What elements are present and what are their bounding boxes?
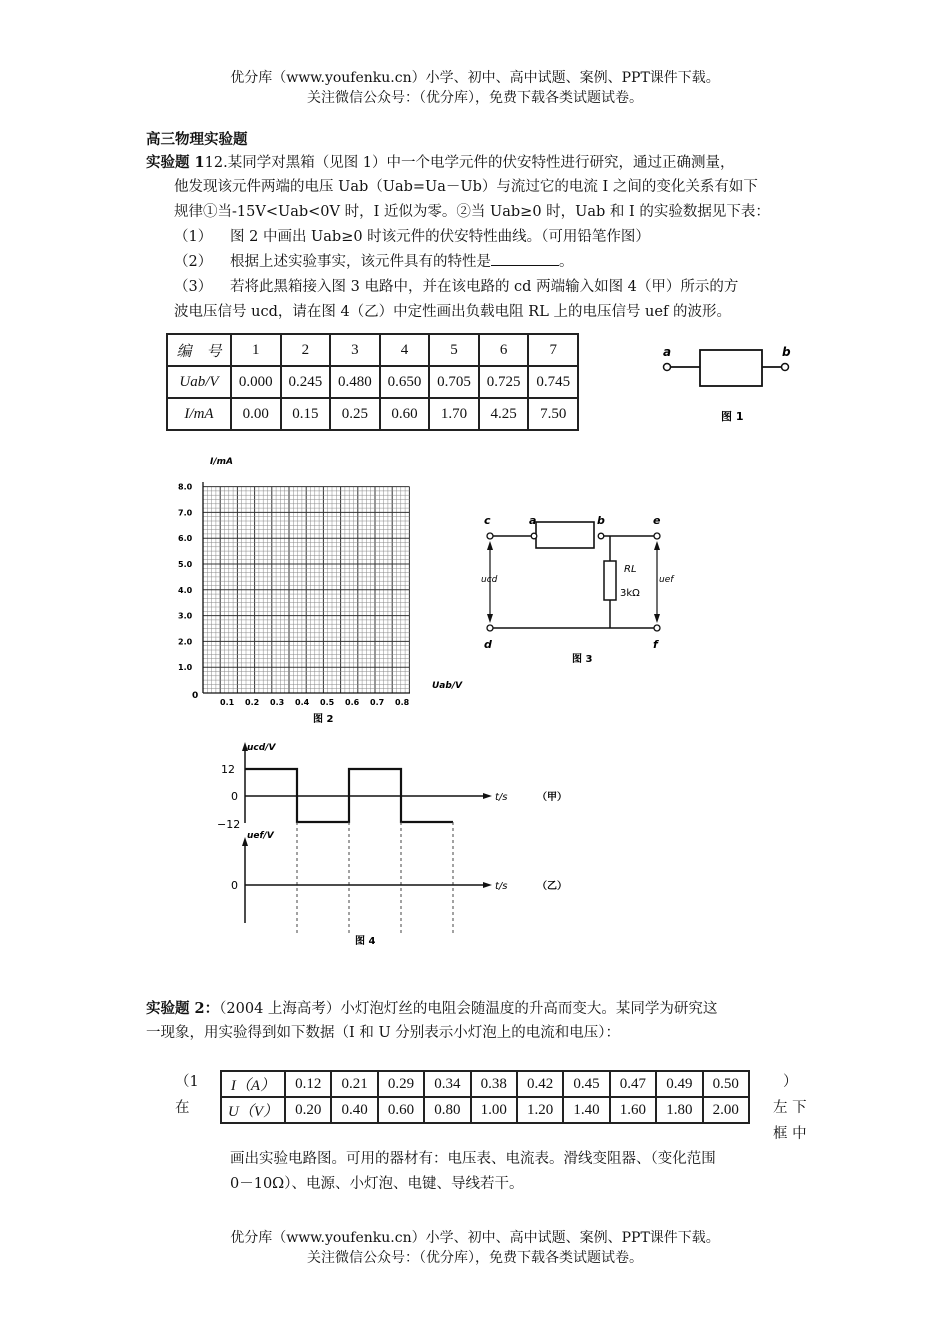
q2-table-cell: 0.60 <box>378 1097 424 1123</box>
load-resistor <box>604 561 616 600</box>
fig1-caption: 图 1 <box>721 410 744 423</box>
q2-table-cell: 1.80 <box>656 1097 702 1123</box>
figure-1 <box>655 340 805 430</box>
q1-sub2: 根据上述实验事实，该元件具有的特性是 。 <box>230 250 574 275</box>
q1-table-cell: 0.00 <box>231 398 281 430</box>
q2-table-cell: 0.29 <box>378 1071 424 1097</box>
fig2-caption: 图 2 <box>313 714 334 725</box>
q2-table-header-cell: U（V） <box>221 1097 285 1123</box>
q1-line-2: 他发现该元件两端的电压 Uab（Uab=Ua－Ub）与流过它的电流 I 之间的变化关系有如下 <box>174 179 758 195</box>
q2-right-2: 左 下 <box>773 1100 807 1116</box>
q1-label: 实验题 1 <box>146 154 205 171</box>
q2-table-cell: 0.80 <box>424 1097 470 1123</box>
q1-sub3-num: （3） <box>174 279 213 295</box>
q1-table-cell: 0.000 <box>231 366 281 398</box>
fig1-label-a: a <box>663 345 672 359</box>
terminal-a <box>664 364 671 371</box>
q1-table-header-cell: 编 号 <box>167 334 231 366</box>
header-line-2: 关注微信公众号：（优分库），免费下载各类试题试卷。 <box>307 90 643 106</box>
fig2-ytick: 2.0 <box>178 637 193 647</box>
q2-table-cell: 0.38 <box>471 1071 517 1097</box>
q2-table-cell: 1.00 <box>471 1097 517 1123</box>
fig2-xtick: 0.7 <box>370 698 385 707</box>
q2-table-cell: 2.00 <box>703 1097 749 1123</box>
q1-table-cell: 0.25 <box>330 398 380 430</box>
fig1-label-b: b <box>782 345 791 359</box>
q2-left-1: （1 <box>175 1074 199 1090</box>
fig2-xtick: 0.4 <box>295 698 310 707</box>
q1-sub3-text: 若将此黑箱接入图 3 电路中，并在该电路的 cd 两端输入如图 4（甲）所示的方 <box>230 279 739 295</box>
q2-right-1: ） <box>783 1074 798 1090</box>
q2-label: 实验题 2： <box>146 1000 220 1017</box>
q1-sub1-text: 图 2 中画出 Uab≥0 时该元件的伏安特性曲线。（可用铅笔作图） <box>230 229 650 245</box>
q2-data-table <box>220 1070 750 1124</box>
svg-text:−12: −12 <box>217 818 241 831</box>
svg-text:c: c <box>484 514 491 527</box>
q1-sub3-line2: 波电压信号 ucd，请在图 4（乙）中定性画出负载电阻 RL 上的电压信号 uef 的波形。 <box>174 304 731 320</box>
q2-table-row <box>221 1071 749 1097</box>
q2-table-header-cell: I（A） <box>221 1071 285 1097</box>
q1-table-cell: 0.245 <box>281 366 331 398</box>
q1-table-cell: 0.725 <box>479 366 529 398</box>
svg-text:a: a <box>529 514 537 527</box>
q2-table-cell: 0.20 <box>285 1097 331 1123</box>
q1-table-cell: 0.480 <box>330 366 380 398</box>
fig3-rl: RL <box>624 564 637 575</box>
fig2-ytick: 4.0 <box>178 585 193 595</box>
fig2-ytick: 6.0 <box>178 534 193 544</box>
q1-table-cell: 0.60 <box>380 398 430 430</box>
fig2-ylabel: I/mA <box>210 457 233 467</box>
q1-line-1: 实验题 112.某同学对黑箱（见图 1）中一个电学元件的伏安特性进行研究，通过正确测量， <box>146 154 735 171</box>
fig2-ytick: 3.0 <box>178 611 193 621</box>
q1-table-cell: 5 <box>429 334 479 366</box>
q2-line-2: 一现象，用实验得到如下数据（I 和 U 分别表示小灯泡上的电流和电压）： <box>146 1025 621 1041</box>
footer-line-2: 关注微信公众号：（优分库），免费下载各类试题试卷。 <box>307 1250 643 1266</box>
figure-4-waveforms <box>215 738 595 948</box>
q1-table-cell: 1 <box>231 334 281 366</box>
q2-table-cell: 1.20 <box>517 1097 563 1123</box>
svg-text:（甲）: （甲） <box>537 792 567 803</box>
q2-table-cell: 0.42 <box>517 1071 563 1097</box>
q1-table-cell: 6 <box>479 334 529 366</box>
fig2-xtick: 0.5 <box>320 698 335 707</box>
q2-line-4: 0－10Ω）、电源、小灯泡、电键、导线若干。 <box>230 1176 524 1192</box>
q1-table-row <box>167 334 578 366</box>
footer-line-1: 优分库（www.youfenku.cn）小学、初中、高中试题、案例、PPT课件下载。 <box>230 1230 720 1246</box>
fig2-xtick: 0.6 <box>345 698 360 707</box>
figure-2-graph <box>170 452 470 727</box>
q2-table-cell: 0.40 <box>331 1097 377 1123</box>
q1-data-table <box>166 333 579 431</box>
q2-table-cell: 0.12 <box>285 1071 331 1097</box>
fig2-ytick: 1.0 <box>178 663 193 673</box>
q2-table-cell: 1.40 <box>563 1097 609 1123</box>
svg-text:b: b <box>597 514 605 527</box>
svg-text:f: f <box>653 638 658 651</box>
header-line-1: 优分库（www.youfenku.cn）小学、初中、高中试题、案例、PPT课件下载。 <box>230 70 720 86</box>
fig2-xlabel: Uab/V <box>432 681 463 691</box>
svg-text:t/s: t/s <box>495 792 508 803</box>
figure-3-circuit <box>472 508 682 673</box>
svg-text:ucd/V: ucd/V <box>247 743 276 753</box>
answer-blank[interactable] <box>491 251 559 266</box>
svg-text:0: 0 <box>231 790 238 803</box>
fig2-xtick: 0.8 <box>395 698 410 707</box>
q2-table-cell: 0.49 <box>656 1071 702 1097</box>
q2-table-cell: 0.45 <box>563 1071 609 1097</box>
q1-table-cell: 3 <box>330 334 380 366</box>
q1-table-cell: 0.650 <box>380 366 430 398</box>
q1-table-cell: 4 <box>380 334 430 366</box>
fig3-rval: 3kΩ <box>620 588 640 599</box>
q2-table-cell: 0.50 <box>703 1071 749 1097</box>
q1-table-cell: 0.15 <box>281 398 331 430</box>
q2-right-3: 框 中 <box>773 1126 807 1142</box>
svg-text:uef/V: uef/V <box>247 831 274 841</box>
svg-text:（乙）: （乙） <box>537 881 567 892</box>
black-box <box>700 350 762 386</box>
fig3-uef: uef <box>659 575 674 585</box>
svg-text:0: 0 <box>231 879 238 892</box>
q1-line-3: 规律①当-15V<Uab<0V 时，I 近似为零。②当 Uab≥0 时，Uab 和 I 的实验数据见下表： <box>174 204 770 220</box>
svg-text:e: e <box>653 514 661 527</box>
fig2-xtick: 0.2 <box>245 698 260 707</box>
q1-table-row <box>167 398 578 430</box>
q1-table-cell: 0.705 <box>429 366 479 398</box>
q2-table-cell: 0.34 <box>424 1071 470 1097</box>
q1-sub1-num: （1） <box>174 229 213 245</box>
fig3-caption: 图 3 <box>572 654 593 665</box>
q1-table-cell: 2 <box>281 334 331 366</box>
fig2-xtick: 0.3 <box>270 698 285 707</box>
q1-sub2-num: （2） <box>174 254 213 270</box>
q2-table-row <box>221 1097 749 1123</box>
fig2-ytick: 7.0 <box>178 508 193 518</box>
q2-line-1: 实验题 2：（2004 上海高考）小灯泡灯丝的电阻会随温度的升高而变大。某同学为研究这 <box>146 1000 718 1017</box>
fig2-ytick: 8.0 <box>178 482 193 492</box>
fig3-ucd: ucd <box>481 575 498 585</box>
q2-table-cell: 0.47 <box>610 1071 656 1097</box>
terminal-b <box>782 364 789 371</box>
fig3-black-box <box>536 522 594 548</box>
q2-line-3: 画出实验电路图。可用的器材有：电压表、电流表。滑线变阻器、（变化范围 <box>230 1151 716 1167</box>
q1-table-cell: 1.70 <box>429 398 479 430</box>
q1-table-cell: 0.745 <box>528 366 578 398</box>
fig2-origin: 0 <box>192 691 199 701</box>
q1-table-cell: 4.25 <box>479 398 529 430</box>
q1-table-row <box>167 366 578 398</box>
svg-text:12: 12 <box>221 763 235 776</box>
page-title: 高三物理实验题 <box>146 131 248 148</box>
svg-text:d: d <box>484 638 492 651</box>
q1-table-cell: 7.50 <box>528 398 578 430</box>
fig2-xtick: 0.1 <box>220 698 235 707</box>
q1-table-cell: 7 <box>528 334 578 366</box>
fig4-caption: 图 4 <box>355 936 376 947</box>
svg-text:t/s: t/s <box>495 881 508 892</box>
q2-left-2: 在 <box>175 1100 190 1116</box>
q2-table-cell: 0.21 <box>331 1071 377 1097</box>
q2-table-cell: 1.60 <box>610 1097 656 1123</box>
fig2-ytick: 5.0 <box>178 560 193 569</box>
q1-table-header-cell: Uab/V <box>167 366 231 398</box>
q1-table-header-cell: I/mA <box>167 398 231 430</box>
graph-grid[interactable] <box>203 487 409 693</box>
